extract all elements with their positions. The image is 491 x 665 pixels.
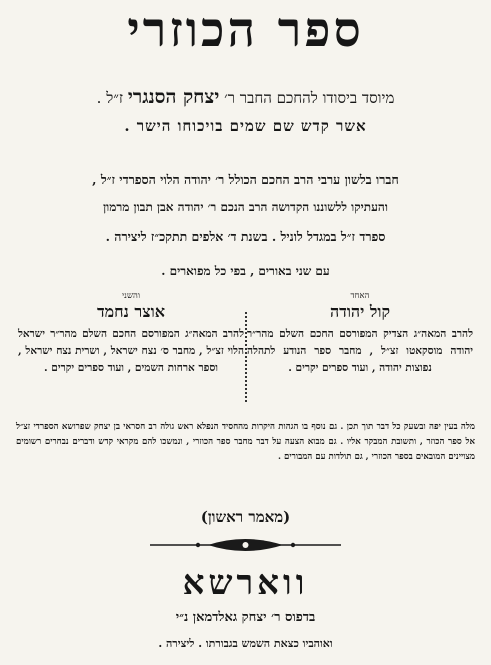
commentary-right-name: קול יהודה (329, 302, 391, 321)
city-name: ווארשא (182, 563, 309, 603)
year-line: ואוהביו כצאת השמש בגבורתו . ליצירה . (158, 637, 333, 650)
commentary-left-text: להרב המאה״ג המפורסם החכם השלם מהר״ר ישראל הלוי זצ״ל , מחבר ס׳ נצח ישראל , ושרית נצח ישראל , וספר ארחות השמים , ועוד ספרים יקרים . (18, 328, 244, 374)
column-divider (245, 312, 247, 402)
commentary-right-label: האחד (350, 291, 370, 301)
commentaries-intro: עם שני באורים , בפי כל מפוארים . (161, 264, 330, 278)
commentaries-columns (18, 290, 473, 430)
commentary-left (18, 290, 244, 377)
subtitle-author-name: יצחק הסנגרי (127, 86, 220, 108)
subtitle-prefix: מיוסד ביסודו להחכם החבר ר׳ (224, 89, 395, 107)
commentary-left-name: אוצר נחמד (96, 302, 166, 321)
commentary-right-text: להרב המאה״ג הצדיק המפורסם החכם השלם מהר״ר יהודה מוסקאטו זצ״ל , מחבר ספר הנודע לתהלה נפוצות יהודה , ועוד ספרים יקרים . (247, 328, 473, 374)
subtitle-line (0, 86, 491, 109)
date-line: ספרד ז״ל במגדל לוניל . בשנת ד׳ אלפים תתקכ״ז ליצירה . (105, 229, 386, 244)
notes-paragraph: מלה בעין יפה ובשעק כל דבר תוך תכן . גם נוסף בו הגהות היקרות מהחסיד הנפלא ראש גולה רב חסראי בן יצחק שפרושא הספרדי זצ״ל אל ספר הכוזר , ותשובת המבקר אליו . גם מבוא הצעה על דבר מחבר ספר הכוזרי , ונמשכו להם מקראי קדש ודברים נבחרים רשומים מצויינים המובאים בספר הכוזרי , גם תולדות עם המבורים . (16, 422, 475, 462)
printer-line: בדפוס ר׳ יצחק גאלדמאן נ״י (175, 610, 316, 625)
tagline: אשר קדש שם שמים בויכוחו הישר . (124, 117, 367, 135)
commentary-left-label: והשני (121, 291, 141, 301)
subtitle-suffix: ז״ל . (96, 89, 124, 107)
ornament-divider (148, 535, 343, 555)
book-title: ספר הכוזרי (127, 2, 364, 58)
translated-line: והעתיקו ללשוננו הקדושה הרב הנכם ר׳ יהודה אבן תבון מרמון (103, 200, 388, 214)
composed-line: חברו בלשון ערבי הרב החכם הכולל ר׳ יהודה הלוי הספרדי ז״ל , (92, 172, 399, 187)
commentary-right (247, 290, 473, 377)
maamar-heading: (מאמר ראשון) (200, 508, 291, 526)
